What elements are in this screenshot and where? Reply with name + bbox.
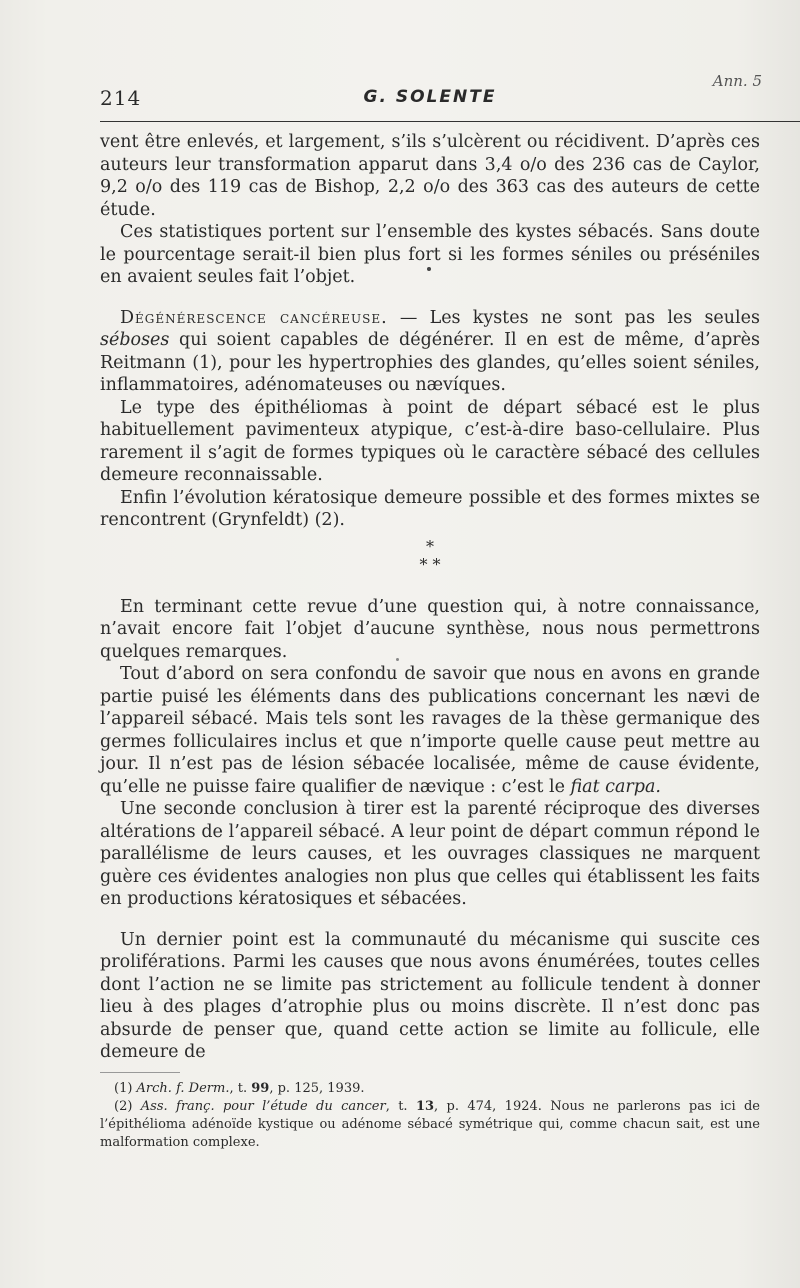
asterism <box>100 538 760 574</box>
body-text <box>100 131 760 1064</box>
paragraph: Le type des épithéliomas à point de départ sébacé est le plus habituellement pavimenteux atypique, c’est-à-dire baso-cellulaire. Plus rarement il s’agit de formes typiques où le caractère sébacé des cellules demeure reconnaissable. <box>100 397 760 485</box>
paragraph-text: — Les kystes ne sont pas les seules <box>387 307 760 328</box>
paragraph: Une seconde conclusion à tirer est la parenté réciproque des diverses altérations de l’appareil sébacé. A leur point de départ commun répond le parallélisme de leurs causes, et les ouvrages classiques ne marquent guère ces évidentes analogies non plus que celles qui établissent les faits en productions kératosiques et sébacées. <box>100 799 760 909</box>
footnote-journal: Arch. f. Derm. <box>136 1081 230 1096</box>
page-number: 214 <box>100 86 142 110</box>
footnote-mark: (1) <box>114 1081 137 1096</box>
footnote-text: , p. 125, 1939. <box>269 1081 365 1096</box>
paragraph: En terminant cette revue d’une question qui, à notre connaissance, n’avait encore fait l’objet d’aucune synthèse, nous nous permettrons quelques remarques. <box>100 596 760 662</box>
footnote-2 <box>100 1098 760 1152</box>
ink-speck <box>427 267 431 271</box>
section-heading: Dégénérescence cancéreuse. <box>120 307 388 328</box>
header-rule <box>100 121 800 122</box>
footnote-mark: (2) <box>114 1099 141 1114</box>
running-head <box>100 72 762 110</box>
footnote-text: , t. <box>385 1099 416 1114</box>
footnote-volume: 99 <box>251 1081 270 1096</box>
footnote-text: , t. <box>229 1081 252 1096</box>
footnote-1 <box>100 1080 760 1098</box>
ink-speck <box>396 658 399 661</box>
paragraph: Un dernier point est la communauté du mécanisme qui suscite ces proliférations. Parmi les causes que nous avons énumérées, toutes celles dont l’action ne se limite pas strictement au follicule tendent à donner lieu à des plages d’atrophie plus ou moins discrète. Il n’est donc pas absurde de penser que, quand cette action se limite au follicule, elle demeure de <box>100 929 760 1062</box>
handwritten-annotation: Ann. 5 <box>712 72 762 90</box>
paragraph: Enfin l’évolution kératosique demeure possible et des formes mixtes se rencontrent (Grynfeldt) (2). <box>100 487 760 530</box>
running-head-author: G. SOLENTE <box>363 87 497 107</box>
asterism-bottom: * * <box>419 554 441 574</box>
footnote-text: , p. 474, 1924. Nous ne parlerons pas ici de l’épithélioma adénoïde kystique ou adénome sébacé symétrique qui, comme chacun sait, est une malformation complexe. <box>100 1099 761 1150</box>
footnote-journal: Ass. franç. pour l’étude du cancer <box>140 1099 386 1114</box>
italic-term: séboses <box>100 330 170 350</box>
footnotes <box>100 1080 760 1152</box>
footnote-volume: 13 <box>415 1099 435 1114</box>
paragraph: Ces statistiques portent sur l’ensemble des kystes sébacés. Sans doute le pourcentage serait-il bien plus fort si les formes séniles ou préséniles en avaient seules fait l’objet. <box>100 222 760 287</box>
paragraph-text: Tout d’abord on sera confondu de savoir que nous en avons en grande partie puisé les éléments dans des publications concernant les nævi de l’appareil sébacé. Mais tels sont les ravages de la thèse germanique des germes folliculaires inclus et que n’importe quelle cause peut mettre au jour. Il n’est pas de lésion sébacée localisée, même de cause évidente, qu’elle ne puisse faire qualifier de nævique : c’est le <box>100 664 760 797</box>
italic-term: fiat carpa. <box>570 776 661 797</box>
paragraph: vent être enlevés, et largement, s’ils s’ulcèrent ou récidivent. D’après ces auteurs leur transformation apparut dans 3,4 o/o des 236 cas de Caylor, 9,2 o/o des 119 cas de Bishop, 2,2 o/o des 363 cas des auteurs de cette étude. <box>100 132 760 220</box>
footnote-rule <box>100 1072 180 1073</box>
asterism-top: * <box>426 536 434 556</box>
paragraph-with-italic <box>100 663 760 798</box>
paragraph-text: qui soient capables de dégénérer. Il en est de même, d’après Reitmann (1), pour les hypertrophies des glandes, qu’elles soient séniles, inflammatoires, adénomateuses ou nævíques. <box>100 330 760 395</box>
paragraph-section <box>100 307 760 397</box>
